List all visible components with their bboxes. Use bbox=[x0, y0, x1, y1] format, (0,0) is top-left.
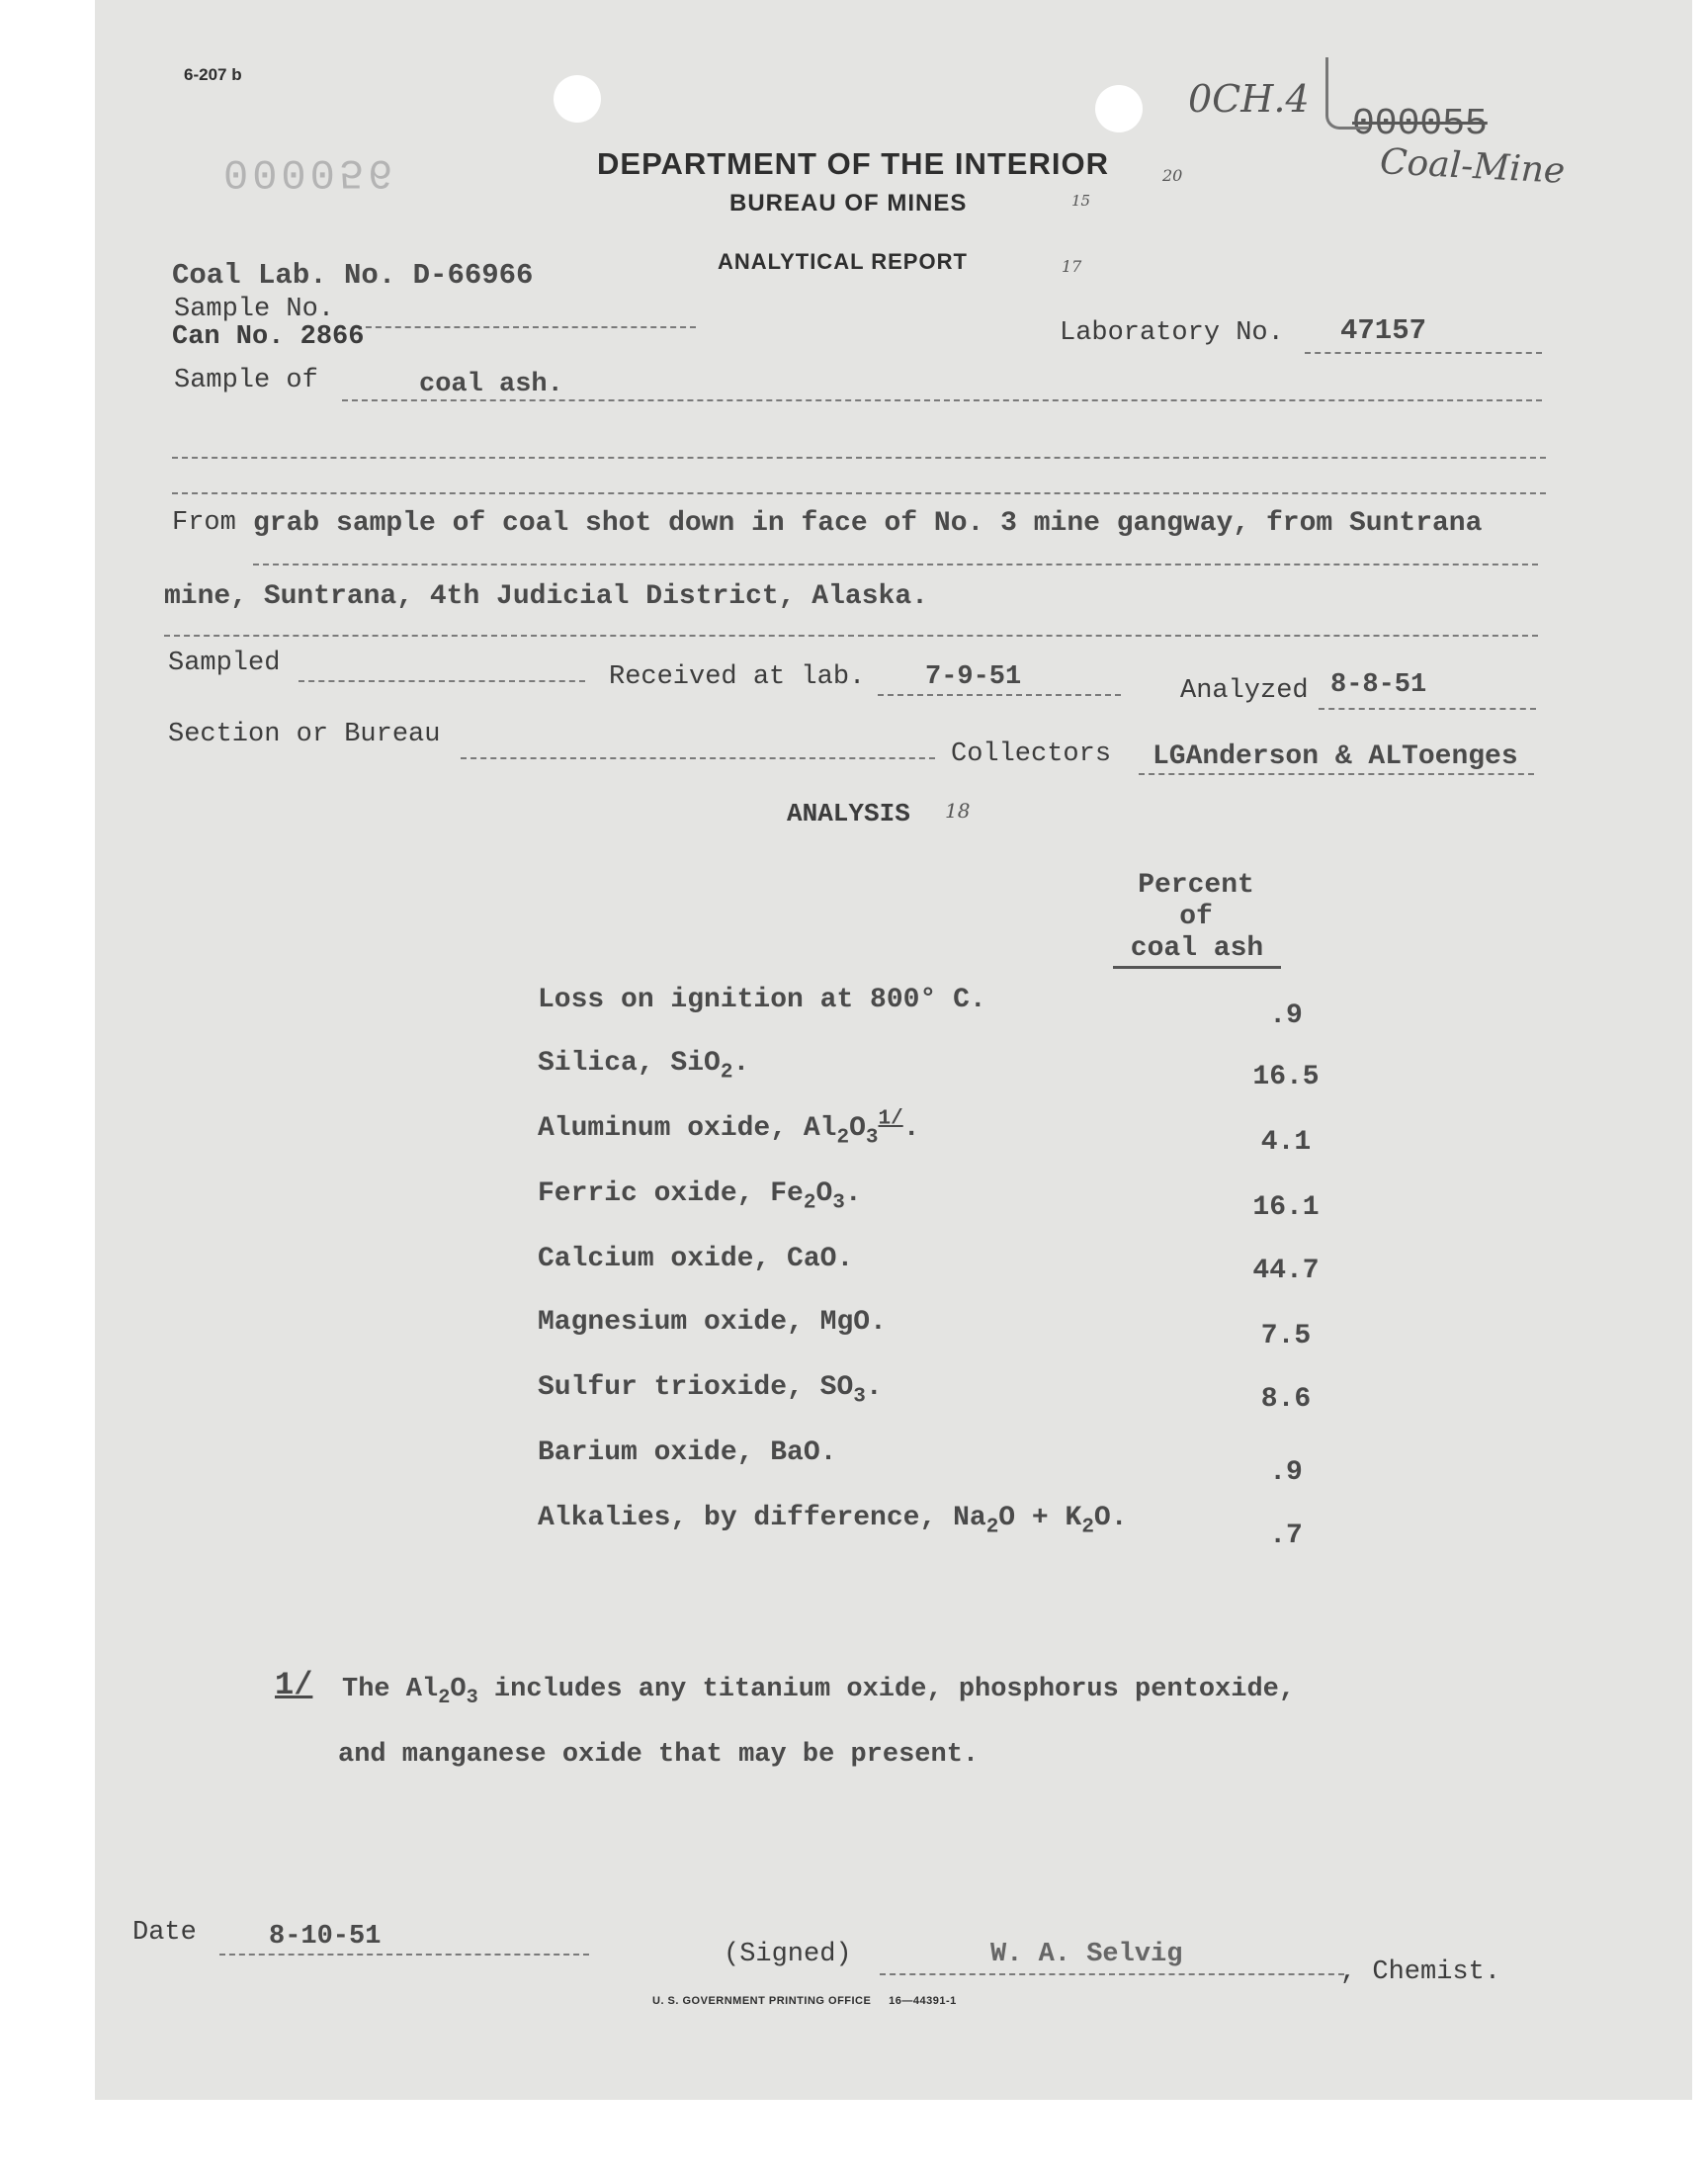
table-row bbox=[538, 1372, 883, 1409]
row-value: 16.5 bbox=[1252, 1062, 1320, 1092]
handwritten-file-code: 0CH.4 bbox=[1188, 77, 1310, 121]
row-value: 16.1 bbox=[1252, 1192, 1320, 1223]
footnote-line-1 bbox=[342, 1675, 1296, 1710]
row-label: . bbox=[902, 1113, 920, 1144]
from-label: From bbox=[172, 508, 236, 538]
subscript: 3 bbox=[832, 1191, 845, 1215]
row-value: 7.5 bbox=[1260, 1321, 1312, 1351]
sample-of-label: Sample of bbox=[174, 366, 318, 395]
column-header: Percent bbox=[1138, 870, 1254, 901]
margin-note: 20 bbox=[1162, 166, 1183, 185]
dotted-line bbox=[461, 757, 935, 759]
coal-lab-no: Coal Lab. No. D-66966 bbox=[172, 259, 534, 292]
column-header: of bbox=[1179, 902, 1213, 932]
footnote-marker: 1/ bbox=[275, 1667, 313, 1703]
row-label: Aluminum oxide, Al bbox=[538, 1113, 837, 1144]
table-row bbox=[538, 985, 986, 1015]
row-label: Sulfur trioxide, SO bbox=[538, 1372, 854, 1403]
dotted-line bbox=[253, 564, 1538, 566]
subscript: 3 bbox=[466, 1687, 478, 1710]
margin-note: 18 bbox=[945, 799, 971, 823]
table-row bbox=[538, 1307, 887, 1338]
column-header: coal ash bbox=[1113, 933, 1281, 969]
table-row bbox=[538, 1107, 920, 1150]
footnote-text: includes any titanium oxide, phosphorus pentoxide, bbox=[477, 1675, 1296, 1704]
from-line-2: mine, Suntrana, 4th Judicial District, Alaska. bbox=[164, 581, 928, 612]
subscript: 2 bbox=[836, 1126, 850, 1150]
chemist-title: , Chemist. bbox=[1340, 1958, 1501, 1987]
sampled-label: Sampled bbox=[168, 649, 281, 678]
dotted-line bbox=[342, 399, 1542, 401]
row-label: O + K bbox=[998, 1503, 1082, 1533]
dotted-line bbox=[1139, 773, 1534, 775]
signer-name: W. A. Selvig bbox=[990, 1940, 1183, 1969]
table-row bbox=[538, 1048, 750, 1085]
subscript: 2 bbox=[1081, 1516, 1094, 1539]
footnote-line-2: and manganese oxide that may be present. bbox=[338, 1740, 980, 1770]
signed-label: (Signed) bbox=[724, 1940, 852, 1969]
date-value: 8-10-51 bbox=[269, 1922, 382, 1952]
subscript: 2 bbox=[985, 1516, 999, 1539]
margin-note: 17 bbox=[1062, 257, 1082, 276]
handwritten-category: Coal-Mine bbox=[1379, 141, 1567, 192]
row-value: 4.1 bbox=[1260, 1127, 1312, 1158]
laboratory-no-label: Laboratory No. bbox=[1060, 318, 1284, 348]
dotted-line bbox=[880, 1973, 1344, 1975]
row-value: 44.7 bbox=[1252, 1256, 1320, 1286]
row-label: . bbox=[732, 1048, 750, 1079]
can-no: Can No. 2866 bbox=[172, 322, 365, 352]
table-row bbox=[538, 1503, 1128, 1539]
pencil-mark bbox=[1325, 57, 1368, 130]
dotted-line bbox=[878, 694, 1121, 696]
row-label: Alkalies, by difference, Na bbox=[538, 1503, 986, 1533]
row-label: Silica, SiO bbox=[538, 1048, 721, 1079]
collectors-value: LGAnderson & ALToenges bbox=[1153, 741, 1518, 772]
document-page bbox=[95, 0, 1692, 2100]
footnote-ref: 1/ bbox=[878, 1107, 903, 1131]
row-label: . bbox=[844, 1178, 862, 1209]
punch-hole bbox=[554, 75, 601, 123]
printer-line: U. S. GOVERNMENT PRINTING OFFICE 16—44391-1 bbox=[652, 1995, 957, 2007]
margin-note: 15 bbox=[1071, 192, 1091, 210]
row-label: Calcium oxide, CaO. bbox=[538, 1244, 854, 1274]
row-label: Ferric oxide, Fe bbox=[538, 1178, 804, 1209]
table-row bbox=[538, 1178, 862, 1215]
dotted-line bbox=[1305, 352, 1542, 354]
dotted-line bbox=[172, 492, 1546, 494]
ghost-number: 000056 bbox=[223, 148, 397, 196]
date-label: Date bbox=[132, 1918, 197, 1948]
sample-no-label: Sample No. bbox=[174, 295, 335, 324]
analyzed-value: 8-8-51 bbox=[1330, 670, 1427, 700]
table-row bbox=[538, 1437, 836, 1468]
punch-hole bbox=[1095, 85, 1143, 132]
laboratory-no-value: 47157 bbox=[1340, 314, 1427, 347]
from-line-1: grab sample of coal shot down in face of No. 3 mine gangway, from Suntrana bbox=[253, 508, 1483, 539]
stamp-number: 000055 bbox=[1352, 103, 1488, 145]
dotted-line bbox=[299, 680, 585, 682]
subscript: 3 bbox=[853, 1385, 866, 1409]
row-label: O bbox=[815, 1178, 833, 1209]
bureau-heading: BUREAU OF MINES bbox=[729, 190, 968, 217]
row-label: . bbox=[865, 1372, 883, 1403]
analysis-title: ANALYSIS bbox=[787, 799, 910, 828]
dotted-line bbox=[164, 635, 1538, 637]
received-value: 7-9-51 bbox=[925, 662, 1022, 692]
subscript: 2 bbox=[803, 1191, 816, 1215]
row-value: .7 bbox=[1269, 1521, 1303, 1551]
row-value: .9 bbox=[1269, 1000, 1303, 1031]
report-title: ANALYTICAL REPORT bbox=[718, 249, 968, 274]
subscript: 2 bbox=[438, 1687, 451, 1710]
row-label: Barium oxide, BaO. bbox=[538, 1437, 837, 1468]
footnote-text: The Al bbox=[342, 1675, 439, 1704]
department-heading: DEPARTMENT OF THE INTERIOR bbox=[597, 146, 1109, 181]
dotted-line bbox=[356, 326, 696, 328]
dotted-line bbox=[1319, 708, 1536, 710]
row-value: .9 bbox=[1269, 1457, 1303, 1488]
collectors-label: Collectors bbox=[951, 740, 1112, 769]
subscript: 3 bbox=[865, 1126, 879, 1150]
subscript: 2 bbox=[720, 1061, 733, 1085]
table-row bbox=[538, 1244, 853, 1274]
row-value: 8.6 bbox=[1260, 1384, 1312, 1415]
dotted-line bbox=[172, 457, 1546, 459]
row-label: Magnesium oxide, MgO. bbox=[538, 1307, 887, 1338]
row-label: O. bbox=[1093, 1503, 1128, 1533]
footnote-text: O bbox=[450, 1675, 467, 1704]
row-label: Loss on ignition at 800° C. bbox=[538, 985, 986, 1015]
form-code: 6-207 b bbox=[184, 65, 242, 84]
row-label: O bbox=[849, 1113, 866, 1144]
analyzed-label: Analyzed bbox=[1180, 676, 1309, 706]
section-label: Section or Bureau bbox=[168, 720, 441, 749]
dotted-line bbox=[219, 1954, 589, 1956]
sample-of-value: coal ash. bbox=[419, 370, 563, 399]
received-label: Received at lab. bbox=[609, 662, 866, 692]
